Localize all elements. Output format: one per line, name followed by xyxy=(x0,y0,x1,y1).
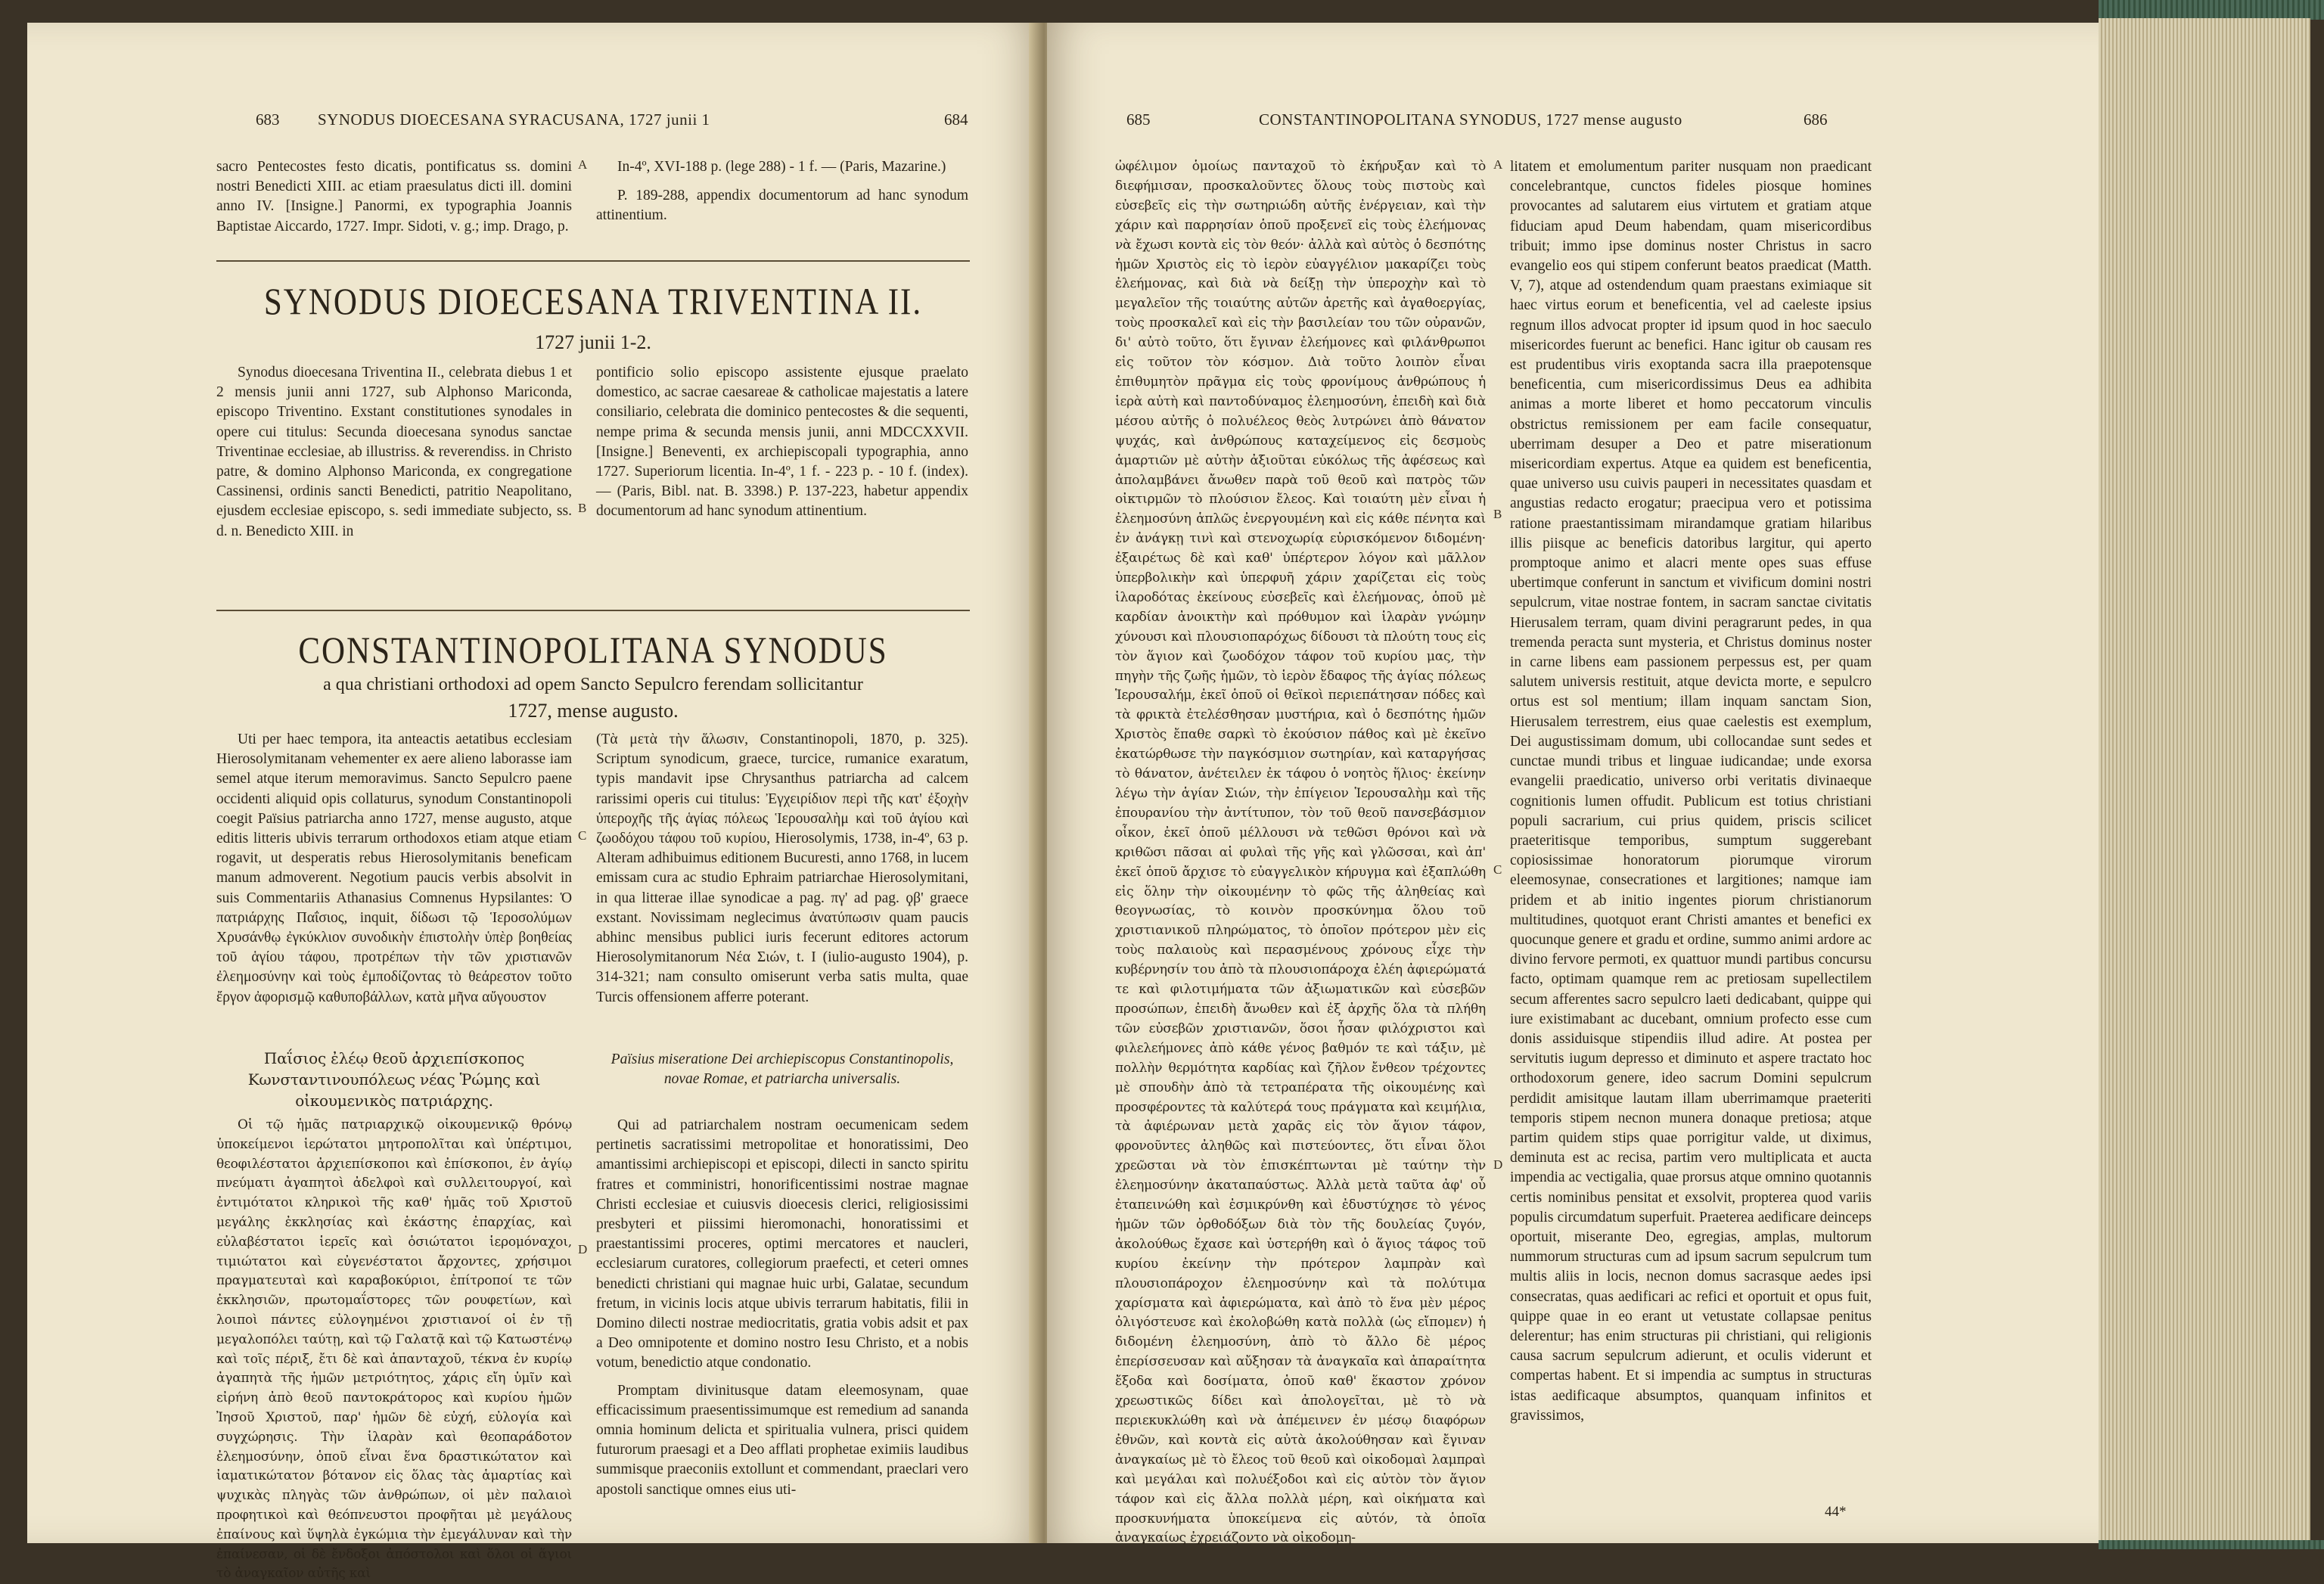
margin-letter-b-right: B xyxy=(1493,507,1502,521)
page-number-685: 685 xyxy=(1126,110,1151,129)
margin-letter-b: B xyxy=(578,501,587,515)
greek-body-column xyxy=(216,1116,572,1584)
top-right-text-2: P. 189-288, appendix documentorum ad hanc synodum attinentium. xyxy=(596,188,968,224)
intro-right-column xyxy=(596,730,968,1008)
margin-letter-a-right: A xyxy=(1493,157,1503,172)
intro-left-text: Uti per haec tempora, ita anteactis aetatibus ecclesiam Hierosolymitanam vehementer ex aere alieno laborasse iam semel atque iterum memoravimus. Sancto Sepulcro paene occidenti aliquid opis collaturus, synodum Constantinopoli coegit Païsius patriarcha anno 1727, mense augusto, atque editis litteris ubivis terrarum orthodoxos etiam atque etiam rogavit, ut desperatis rebus Hierosolymitanis beneficam manum admoverent. Negotium paucis verbis absolvit in suis Commentariis Athanasius Comnenus Hypsilantes: Ὁ πατριάρχης Παΐσιος, inquit, δίδωσι τῷ Ἱεροσολύμων Χρυσάνθῳ ἐγκύκλιον συνοδικὴν ἐπιστολὴν ὑπὲρ βοηθείας τοῦ ἁγίου τάφου, προτρέπων τὴν τῶν χριστιανῶν ἐλεημοσύνην καὶ τοὺς ἐμποδίζοντας τὸ θεάρεστον τοῦτο ἔργον ἀφορισμῷ καθυποβάλλων, κατὰ μῆνα αὔγουστον xyxy=(216,731,572,1005)
subtitle-constantinopolitana: a qua christiani orthodoxi ad opem Sancto Sepulcro ferendam sollicitantur xyxy=(323,675,863,694)
greek-body-text: Οἱ τῷ ἡμᾶς πατριαρχικῷ οἰκουμενικῷ θρόνῳ ὑποκείμενοι ἱερώτατοι μητροπολῖται καὶ ὑπέρτιμοι, θεοφιλέστατοι ἀρχιεπίσκοποι καὶ ἐπίσκοποι, ἐν ἁγίῳ πνεύματι ἀγαπητοὶ ἀδελφοὶ καὶ συλλειτουργοί, καὶ ἐντιμότατοι κληρικοὶ τῆς καθ' ἡμᾶς τοῦ Χριστοῦ μεγάλης ἐκκλησίας καὶ ἑκάστης ἐπαρχίας, καὶ εὐλαβέστατοι ἱερεῖς καὶ ὁσιώτατοι ἱερομόναχοι, τιμιώτατοι καὶ εὐγενέστατοι ἄρχοντες, χρήσιμοι πραγματευταὶ καὶ καραβοκύριοι, ἐπίτροποί τε τῶν ἐκκλησιῶν, πρωτομαΐστορες τῶν ρουφετίων, καὶ λοιποὶ πάντες εὐλογημένοι χριστιανοί οἱ ἐν τῇ μεγαλοπόλει ταύτῃ, καὶ τῷ Γαλατᾷ καὶ τῷ Κατωστένῳ καὶ τοῖς πέριξ, ἔτι δὲ καὶ ἁπανταχοῦ, τέκνα ἐν κυρίῳ ἀγαπητὰ τῆς ἡμῶν μετριότητος, χάρις εἴη ὑμῖν καὶ εἰρήνη ἀπὸ θεοῦ παντοκράτορος καὶ κυρίου ἡμῶν Ἰησοῦ Χριστοῦ, παρ' ἡμῶν δὲ εὐχή, εὐλογία καὶ συγχώρησις. Τὴν ἱλαρὰν καὶ θεοπαράδοτον ἐλεημοσύνην, ὁποῦ εἶναι ἕνα δραστικώτατον καὶ ἰαματικώτατον βότανον εἰς ὅλας τὰς ἁμαρτίας καὶ ψυχικὰς πληγὰς τῶν ἀνθρώπων, οἱ μὲν παλαιοὶ προφητικοὶ καὶ θεόπνευστοι προφῆται μὲ μεγάλους ἐπαίνους καὶ ὕψηλὰ ἐγκώμια τὴν ἐμεγάλυναν καὶ τὴν ἐπαίνεσαν, οἱ δὲ ἔνδοξοι ἀπόστολοι καὶ ὅλοι οἱ ἅγιοι τὸ ἀναγκαῖον αὐτῆς καὶ xyxy=(216,1117,572,1582)
title-constantinopolitana: CONSTANTINOPOLITANA SYNODUS xyxy=(298,630,888,672)
rule-top xyxy=(216,260,970,262)
right-page xyxy=(1047,23,2099,1546)
latin-column-text: litatem et emolumentum pariter nusquam non praedicant concelebrantque, cunctos fideles piosque homines provocantes ad salutarem eius virtutem et gratiam atque fiduciam apud Deum habendam, quam misericordibus tribuit; immo ipse dominus noster Christus in sacro evangelio eos qui stipem conferunt beatos praedicat (Matth. V, 7), atque ad ostendendum quam praestans eximiaque sit haec virtus eorum et beneficentia, vel ad caeleste ipsius regnum illos advocat propter id ipsum quod in hoc saeculo misericordes fuerunt ac benefici. Hanc igitur ob causam res est prudentibus viris exoptanda sacra illa praepotensque beneficentia, cum misericordissimus Deus ea adhibita animas a morte liberet et homo peccatorum vinculis obstrictus remissionem per eam facile consequatur, uberrimam desuper a Deo et patre miserationum misericordiam expertus. Atque ea quidem est beneficentia, quae universo usu cuivis pauperi in necessitates quasdam et angustias redacto erogatur; praecipua vero et potissima ratione praestantissimam mirandamque gratiam hilaribus illis piisque ac beneficis datoribus largitur, qui aperto promptoque animo et alacri mente opes suas effuse ubertimque conferunt in sanctum et vivificum domini nostri sepulcrum, vitae nostrae fontem, in sacram sanctae civitatis Hierusalem terram, quam divini peragrarunt pedes, in qua tremenda peracta sunt mysteria, et Christus dominus noster in carne libens eam passionem perpessus est, per quam salutem universis restituit, atque devicta morte, e sepulcro ortus est sol mentium; illam inquam sanctam Sion, Hierusalem terrestrem, eius quae caelestis est exemplum, Dei augustissimam domum, ubi collocandae sunt sedes et cunctae mundi tribus et linguae iudicandae; unde exorsa evangelii praedicatio, universo orbi veritatis divinaeque cognitionis lumen offudit. Publicum est totius christiani populi sacrarium, cui prius quidem, priscis scilicet praeteritisque temporibus, sumptum suggerebant copiosissimae honoratorum piorumque virorum eleemosynae, consecrationes et largitiones; namque iam pridem et ab initio ingentes piorum christianorum multitudines, quotquot erant Christi amantes et benefici ex quocunque genere et gradu et ordine, summo animi ardore ac divino fervore permoti, ex quattuor mundi partibus concursu facto, optimam quamque rem ac pretiosam supellectilem secum afferentes sacro sepulcro laeti dedicabant, quippe qui iure existimabant ac ducebant, omnium profecto esse cum donis assiduisque stipendiis illud adire. At postea per servitutis iugum depresso et diminuto et aspere tractato hoc orthodoxorum genere, ideo sacrum Domini sepulcrum perdidit amisitque lautam illam uberrimamque praeteriti temporis stipem necnon munera donaque pretiosa; atque partim quidem stips quae porrigitur valde, ut diximus, deminuta est ac recisa, partim vero multiplicata et aucta impendia ac vectigalia, quae prorsus atque omnino quotannis certis nominibus pensitat et exsolvit, propterea quod variis populis circumdatum superfuit. Praeterea aedificare deinceps oportuit, miserante Deo, egregias, amplas, multorum nummorum structuras cum ad ipsum sacrum sepulcrum tum multis aliis in locis, necnon domus sacrasque aedes ipsi consecratas, quas aedificari ac refici et oportuit et opus fuit, quippe quae in eo erant ut vetustate collapsae penitus delerentur; has enim structuras pii christiani, qui religionis causa sacrum sepulcrum adierunt, et oculis viderunt et compertas habent. Et si impendia ac sumptus in structuras istas aedificaque absumptos, quanquam infinitos et gravissimos, xyxy=(1510,159,1872,1424)
greek-column xyxy=(1115,157,1486,1548)
top-left-text: sacro Pentecostes festo dicatis, pontificatus ss. domini nostri Benedicti XIII. ac etiam praesulatus dicti ill. domini anno IV. [Insigne.] Panormi, ex typographia Joannis Baptistae Aiccardo, 1727. Impr. Sidoti, v. g.; imp. Drago, p. xyxy=(216,159,572,234)
date-triventina: 1727 junii 1-2. xyxy=(535,331,651,353)
triventina-left-text: Synodus dioecesana Triventina II., celebrata diebus 1 et 2 mensis junii anni 1727, sub Alphonso Mariconda, episcopo Triventino. Exstant constitutiones synodales in opere cui titulus: Secunda dioecesana synodus sanctae Triventinae ecclesiae, ab illustriss. & reverendiss. in Christo patre, & domino Alphonso Mariconda, ex congregatione Cassinensi, ordinis sancti Benedicti, patritio Neapolitano, ejusdem ecclesiae episcopo, s. sedi immediate subjecto, ss. d. n. Benedicto XIII. in xyxy=(216,365,572,539)
latin-body-text-1: Qui ad patriarchalem nostram oecumenicam sedem pertinetis sacratissimi metropolitae et honoratissimi, Deo amantissimi archiepiscopi et episcopi, dilecti in sancto spiritu fratres et comministri, honorificentissimi nostrae magnae Christi ecclesiae et cuiusvis dioecesis clerici, religiosissimi presbyteri et piissimi hieromonachi, honoratissimi et praestantissimi proceres, optimi mercatores et naucleri, ecclesiarum curatores, collegiorum praefecti, et ceteri omnes benedicti christiani qui magnae huic urbi, Galatae, secundum fretum, in vicinis locis atque ubivis terrarum habitatis, filii in Domino dilecti nostrae mediocritatis, gratia vobis adsit et pax a Deo omnipotente et domino nostro Iesu Christo, et a nobis votum, benedictio atque condonatio. xyxy=(596,1117,968,1371)
book-edge-bottom xyxy=(2099,1540,2324,1549)
triventina-right-text: pontificio solio episcopo assistente ejusque praelato domestico, ac sacrae caesareae & catholicae majestatis a latere consiliario, celebrata die dominico pentecostes & die sequenti, nempe prima & secunda mensis junii, anni MDCCXXVII. [Insigne.] Beneventi, ex archiepiscopali typographia, anno 1727. Superiorum licentia. In-4º, 1 f. - 223 p. - 10 f. (index). — (Paris, Bibl. nat. B. 3398.) P. 137-223, habetur appendix documentorum ad hanc synodum attinentium. xyxy=(596,365,968,520)
page-number-686: 686 xyxy=(1804,110,1828,129)
margin-letter-d-right: D xyxy=(1493,1157,1503,1172)
triventina-right-column xyxy=(596,363,968,522)
book-page-edges xyxy=(2099,18,2310,1549)
page-number-684: 684 xyxy=(944,110,968,129)
intro-right-text: (Τὰ μετὰ τὴν ἅλωσιν, Constantinopoli, 1870, p. 325). Scriptum synodicum, graece, turcice, rumanice exaratum, typis mandavit ipse Chrysanthus patriarcha ad calcem rarissimi operis cui titulus: Ἐγχειρίδιον περὶ τῆς κατ' ἐξοχὴν ὑπεροχῆς τῆς ἁγίας πόλεως Ἱερουσαλὴμ καὶ τοῦ ἁγίου καὶ ζωοδόχου τάφου τοῦ κυρίου, Hierosolymis, 1738, in-4º, 63 p. Alteram adhibuimus editionem Bucuresti, anno 1768, in lucem emissam cura ac studio Ephraim patriarchae Hierosolymitani, in qua litterae illae synodicae a pag. πγ' ad pag. ϙβ' graece exstant. Novissimam neglecimus ἀνατύπωσιν quam paucis abhinc mensibus publici iuris fecerunt editores actorum Hierosolymitanorum Νέα Σιών, t. I (iulio-augusto 1904), p. 314-321; nam consulto omiserunt verba satis multa, quae Turcis offensionem afferre poterant. xyxy=(596,731,968,1005)
left-page xyxy=(27,23,1039,1582)
page-number-683: 683 xyxy=(256,110,280,129)
title-triventina: SYNODUS DIOECESANA TRIVENTINA II. xyxy=(263,281,923,323)
greek-heading-text: Παΐσιος ἐλέῳ θεοῦ ἀρχιεπίσκοπος Κωνσταντινουπόλεως νέας Ῥώμης καὶ οἰκουμενικὸς πατριάρχης. xyxy=(247,1049,541,1110)
greek-heading xyxy=(216,1048,572,1111)
margin-letter-a: A xyxy=(578,157,588,172)
top-left-column xyxy=(216,157,572,237)
rule-middle xyxy=(216,610,970,611)
triventina-left-column xyxy=(216,363,572,542)
latin-body-text-2: Promptam divinitusque datam eleemosynam, quae efficacissimum praesentissimumque est remedium ad sananda omnia hominum delicta et spiritualia vulnera, prisci quidem futurorum praesagi et a Deo afflati prophetae eximiis laudibus summisque praeconiis extollunt et commendant, praeclari vero apostoli sanctique omnes eius uti- xyxy=(596,1382,968,1498)
latin-column xyxy=(1510,157,1872,1426)
date-constantinopolitana: 1727, mense augusto. xyxy=(508,700,679,722)
latin-heading xyxy=(596,1050,968,1089)
book-edge-top xyxy=(2099,0,2324,20)
greek-column-text: ὠφέλιμον ὁμοίως πανταχοῦ τὸ ἐκήρυξαν καὶ τὸ διεφήμισαν, προσκαλοῦντες ὅλους τοὺς πιστοὺς καὶ εὐσεβεῖς εἰς τὴν σωτηριώδη αὐτῆς ἐνέργειαν, καὶ τὴν χάριν καὶ παρρησίαν ὁποῦ προξενεῖ εἰς τοὺς ἐλεήμονας νὰ ἔχωσι κοντὰ εἰς τὸν θεόν· ἀλλὰ καὶ αὐτὸς ὁ δεσπότης ἡμῶν Χριστὸς εἰς τὸ ἱερὸν εὐαγγέλιον μακαρίζει τοὺς ἐλεήμονας, καὶ διὰ νὰ δείξῃ τὴν ὑπεροχὴν καὶ τὸ μεγαλεῖον τῆς τοιαύτης αὐτῶν ἀρετῆς καὶ ἀγαθοεργίας, τοὺς προσκαλεῖ καὶ εἰς τὴν βασιλείαν του τῶν οὐρανῶν, δι' αὐτὸ τοῦτο, ὅτι ἔγιναν ἐλεήμονες καὶ φιλάνθρωποι εἰς τοῦτον τὸν κόσμον. Διὰ τοῦτο λοιπὸν εἶναι ἐπιθυμητὸν πρᾶγμα εἰς τοὺς φρονίμους ἀνθρώπους ἡ ἱερὰ αὐτὴ καὶ παντοδύναμος ἐλεημοσύνη, ἐπειδὴ καὶ διὰ μέσου αὐτῆς ὁ πολυέλεος θεὸς λυτρώνει ἀπὸ θάνατον ψυχάς, καὶ ἀνθρώπους καταχείμενος εἰς δεσμοὺς ἁμαρτιῶν μὲ αὐτὴν ἀξιοῦται εὐκόλως τῆς ἀφέσεως καὶ ἀπολαμβάνει ἄνωθεν παρὰ τοῦ θεοῦ καὶ πατρὸς τῶν οἰκτιρμῶν τὸ πλούσιον ἔλεος. Καὶ τοιαύτη μὲν εἶναι ἡ ἐλεημοσύνη ἁπλῶς ἐνεργουμένη καὶ εἰς κάθε πένητα καὶ ἐν ἀνάγκῃ τινὶ καὶ στενοχωρίᾳ εὑρισκόμενον διδομένη· ἐξαιρέτως δὲ καὶ καθ' ὑπέρτερον λόγον καὶ μᾶλλον ὑπερβολικὴν καὶ ὑπερφυῆ χάριν χαρίζεται εἰς τοὺς ἱλαροδότας ἐκείνους εὐσεβεῖς καὶ ἐλεήμονας, ὁποῦ μὲ καρδίαν ἀνοικτὴν καὶ πρόθυμον καὶ ἱλαρὰν γνώμην χύνουσι καὶ πλουσιοπαρόχως δίδουσι τὰ πλούτη τους εἰς τὸν ἅγιον καὶ ζωοδόχον τάφον τοῦ κυρίου μας, τὴν πηγὴν τῆς ζωῆς ἡμῶν, τὸ ἱερὸν ἔδαφος τῆς ἁγίας πόλεως Ἱερουσαλήμ, ἐκεῖ ὁποῦ οἱ θεϊκοὶ περιεπάτησαν πόδες καὶ τὰ φρικτὰ ἐτελέσθησαν μυστήρια, καὶ ὁ δεσπότης ἡμῶν Χριστὸς ἔπαθε σαρκὶ τὸ ἑκούσιον πάθος καὶ μὲ ἐκεῖνο ἐκατώρθωσε τὴν παγκόσμιον σωτηρίαν, καὶ καταργήσας τὸ θάνατον, ἀνέτειλεν ἐκ τάφου ὁ νοητὸς ἥλιος· ἐκείνην λέγω τὴν ἁγίαν Σιών, τὴν ἐπίγειον Ἱερουσαλὴμ καὶ τῆς ἐπουρανίου τὴν ἀντίτυπον, τὸν τοῦ θεοῦ πανσεβάσμιον οἶκον, ἐκεῖ ὁποῦ μέλλουσι νὰ τεθῶσι θρόνοι καὶ νὰ κριθῶσι πᾶσαι αἱ φυλαὶ τῆς γῆς καὶ γλῶσσαι, καὶ ἀπ' ἐκεῖ ὁποῦ ἄρχισε τὸ εὐαγγελικὸν κήρυγμα καὶ ἐξαπλώθη εἰς ὅλην τὴν οἰκουμένην τὸ φῶς τῆς ἀληθείας καὶ θεογνωσίας, τὸ κοινὸν προσκύνημα ὅλου τοῦ χριστιανικοῦ πληρώματος, τὸ ὁποῖον πρότερον μὲν εἰς τοὺς παλαιοὺς καὶ περασμένους χρόνους εἶχε τὴν κυβέρνησίν του ἀπὸ τὰ πλουσιοπάροχα ἐλέη ἀφιερώματά τε καὶ φιλοτιμήματα τῶν ἀξιωματικῶν καὶ εὐσεβῶν προσώπων, ἐπειδὴ ἄνωθεν καὶ ἐξ ἀρχῆς ὅλα τὰ πλήθη τῶν εὐσεβῶν χριστιανῶν, ὅσοι ἦσαν φιλόχριστοι καὶ φιλελεήμονες ἀπὸ κάθε γένος βαθμόν τε καὶ τάξιν, μὲ πολλὴν θερμότητα καρδίας καὶ ζῆλον ἔνθεον τρέχοντες μὲ σπουδὴν ἀπὸ τὰ τετραπέρατα τῆς οἰκουμένης καὶ προσφέροντες τὰ καλύτερά τους πράγματα καὶ κειμήλια, τὰ ἀφιέρωναν μετὰ χαρᾶς εἰς τὸν ἅγιον τάφον, φρονοῦντες ἀληθῶς καὶ πιστεύοντες, ὅτι εἶναι ὅλοι χρεῶσται νὰ τὸν ἐπισκέπτωνται μὲ ταύτην τὴν ἐλεημοσύνην ἀκαταπαύστως. Ἀλλὰ μετὰ ταῦτα ἀφ' οὗ ἐταπεινώθη καὶ ἐσμικρύνθη καὶ ἐδυστύχησε τὸ γένος ἡμῶν τῶν ὀρθοδόξων διὰ τὸν τῆς δουλείας ζυγόν, ἀκολούθως ἔχασε καὶ ὑστερήθη καὶ ὁ ἅγιος τάφος τοῦ κυρίου ἐκείνην τὴν πρότερον λαμπρὰν καὶ πλουσιοπάροχον ἐλεημοσύνην καὶ τὰ πολύτιμα χαρίσματα καὶ ἀφιερώματα, καὶ ἀπὸ τὸ ἕνα μὲν μέρος ὀλιγόστευσε καὶ ἐκολοβώθη κατὰ πολλὰ (ὡς εἴπομεν) ἡ διδομένη ἐλεημοσύνη, ἀπὸ τὸ ἄλλο δὲ μέρος ἐπερίσσευσαν καὶ αὔξησαν τὰ ἀναγκαῖα καὶ ἀπαραίτητα ἔξοδα καὶ δοσίματα, ὁποῦ καθ' ἕκαστον χρόνον χρεωστικῶς δίδει καὶ ἀπολογεῖται, μὲ τὸ νὰ περιεκυκλώθη καὶ νὰ ἀπέμεινεν ἐν μέσῳ διαφόρων ἐθνῶν, καὶ κοντὰ εἰς αὐτὰ ἀκολούθησαν καὶ ἔγιναν ἀναγκαίως μὲ τὸ ἔλεος τοῦ θεοῦ καὶ οἰκοδομαὶ λαμπραὶ καὶ μεγάλαι καὶ πολυέξοδοι καὶ εἰς αὐτὸν τὸν ἅγιον τάφον καὶ εἰς ἄλλα πολλὰ μέρη, καὶ οἰκήματα καὶ προσκυνήματα ὑποκείμενα εἰς αὐτόν, τὰ ὁποῖα ἀναγκαίως ἐχρειάζοντο νὰ οἰκοδομη- xyxy=(1115,159,1486,1546)
running-head-left: SYNODUS DIOECESANA SYRACUSANA, 1727 junii 1 xyxy=(318,110,710,129)
top-right-column xyxy=(596,157,968,226)
latin-body-column xyxy=(596,1116,968,1500)
margin-letter-d: D xyxy=(578,1242,588,1256)
margin-letter-c: C xyxy=(578,828,587,843)
latin-heading-text: Païsius miseratione Dei archiepiscopus Constantinopolis, novae Romae, et patriarcha universalis. xyxy=(611,1051,954,1088)
top-right-text-1: In-4º, XVI-188 p. (lege 288) - 1 f. — (Paris, Mazarine.) xyxy=(617,159,946,175)
signature-mark: 44* xyxy=(1825,1504,1847,1520)
intro-left-column xyxy=(216,730,572,1008)
running-head-right: CONSTANTINOPOLITANA SYNODUS, 1727 mense augusto xyxy=(1259,110,1682,129)
margin-letter-c-right: C xyxy=(1493,862,1502,877)
